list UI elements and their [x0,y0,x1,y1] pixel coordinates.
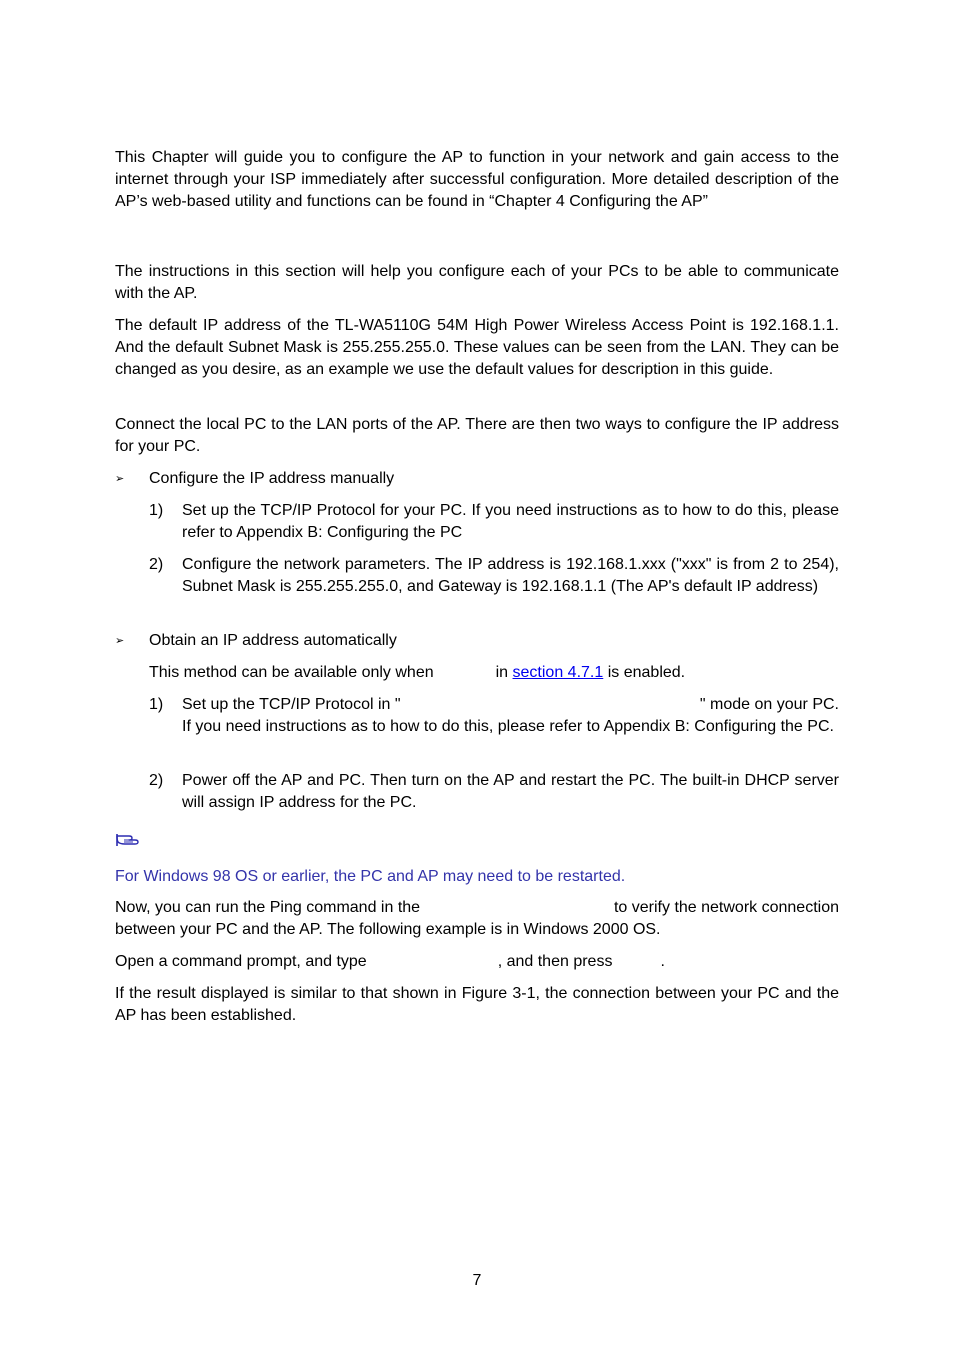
section-paragraph-1: The instructions in this section will help you configure each of your PCs to be able to communicate with the AP. [115,263,839,303]
document-page [115,0,839,1350]
note-text: For Windows 98 OS or earlier, the PC and AP may need to be restarted. [115,868,626,885]
ping-paragraph-2 [115,951,839,973]
section-paragraph-3: Connect the local PC to the LAN ports of the AP. There are then two ways to configure the IP address for your PC. [115,416,839,456]
arrow-bullet-icon: ➢ [115,635,125,647]
page-number: 7 [472,1272,482,1289]
chapter-intro: This Chapter will guide you to configure the AP to function in your network and gain access to the internet through your ISP immediately after successful configuration. More detailed description of the AP’s web-based utility and functions can be found in “Chapter 4 Configuring the AP” [115,149,839,211]
method-text-after: is enabled. [607,664,686,681]
pointing-hand-icon [115,829,143,849]
ping-text-before: Now, you can run the Ping command in the [115,899,421,916]
auto-step-2 [149,770,839,814]
ping-p2-middle: , and then press [497,953,613,970]
step-text: Set up the TCP/IP Protocol for your PC. If you need instructions as to how to do this, please refer to Appendix B: Configuring the PC [182,502,839,542]
section-paragraph-2: The default IP address of the TL-WA5110G 54M High Power Wireless Access Point is 192.168.1.1. And the default Subnet Mask is 255.255.255.0. These values can be seen from the LAN. They can be changed as you desire, as an example we use the default values for description in this guide. [115,317,839,379]
method-text-in: in [495,664,509,681]
ping-paragraph-3: If the result displayed is similar to that shown in Figure 3-1, the connection between your PC and the AP has been established. [115,985,839,1025]
ping-paragraph-1 [115,897,839,941]
step-text: Power off the AP and PC. Then turn on the AP and restart the PC. The built-in DHCP server will assign IP address for the PC. [182,772,839,812]
ping-p2-end: . [660,953,665,970]
manual-step-2 [149,554,839,598]
ping-p2-before: Open a command prompt, and type [115,953,367,970]
step-number: 1) [149,502,164,519]
step-text [182,694,839,738]
step-text: Configure the network parameters. The IP address is 192.168.1.xxx ("xxx" is from 2 to 254), Subnet Mask is 255.255.255.0, and Gateway is 192.168.1.1 (The AP's default IP address) [182,556,839,596]
step-text-end: " mode on your PC. [699,696,839,713]
bullet-auto-heading: Obtain an IP address automatically [149,632,397,649]
ping-text-rest: between your PC and the AP. The following example is in Windows 2000 OS. [115,921,661,939]
auto-step-1 [149,694,839,738]
manual-step-1 [149,500,839,544]
arrow-bullet-icon: ➢ [115,473,125,485]
bullet-manual-heading: Configure the IP address manually [149,470,395,487]
step-number: 2) [149,772,164,789]
ping-text-after: to verify the network connection [613,899,839,916]
step-text-start: Set up the TCP/IP Protocol in " [182,696,401,713]
step-number: 1) [149,696,164,713]
step-number: 2) [149,556,164,573]
section-4-7-1-link[interactable]: section 4.7.1 [512,664,604,681]
step-text-rest: If you need instructions as to how to do this, please refer to Appendix B: Configuring the PC. [182,718,834,736]
method-text-before: This method can be available only when [149,664,434,681]
auto-method-line [149,662,839,684]
